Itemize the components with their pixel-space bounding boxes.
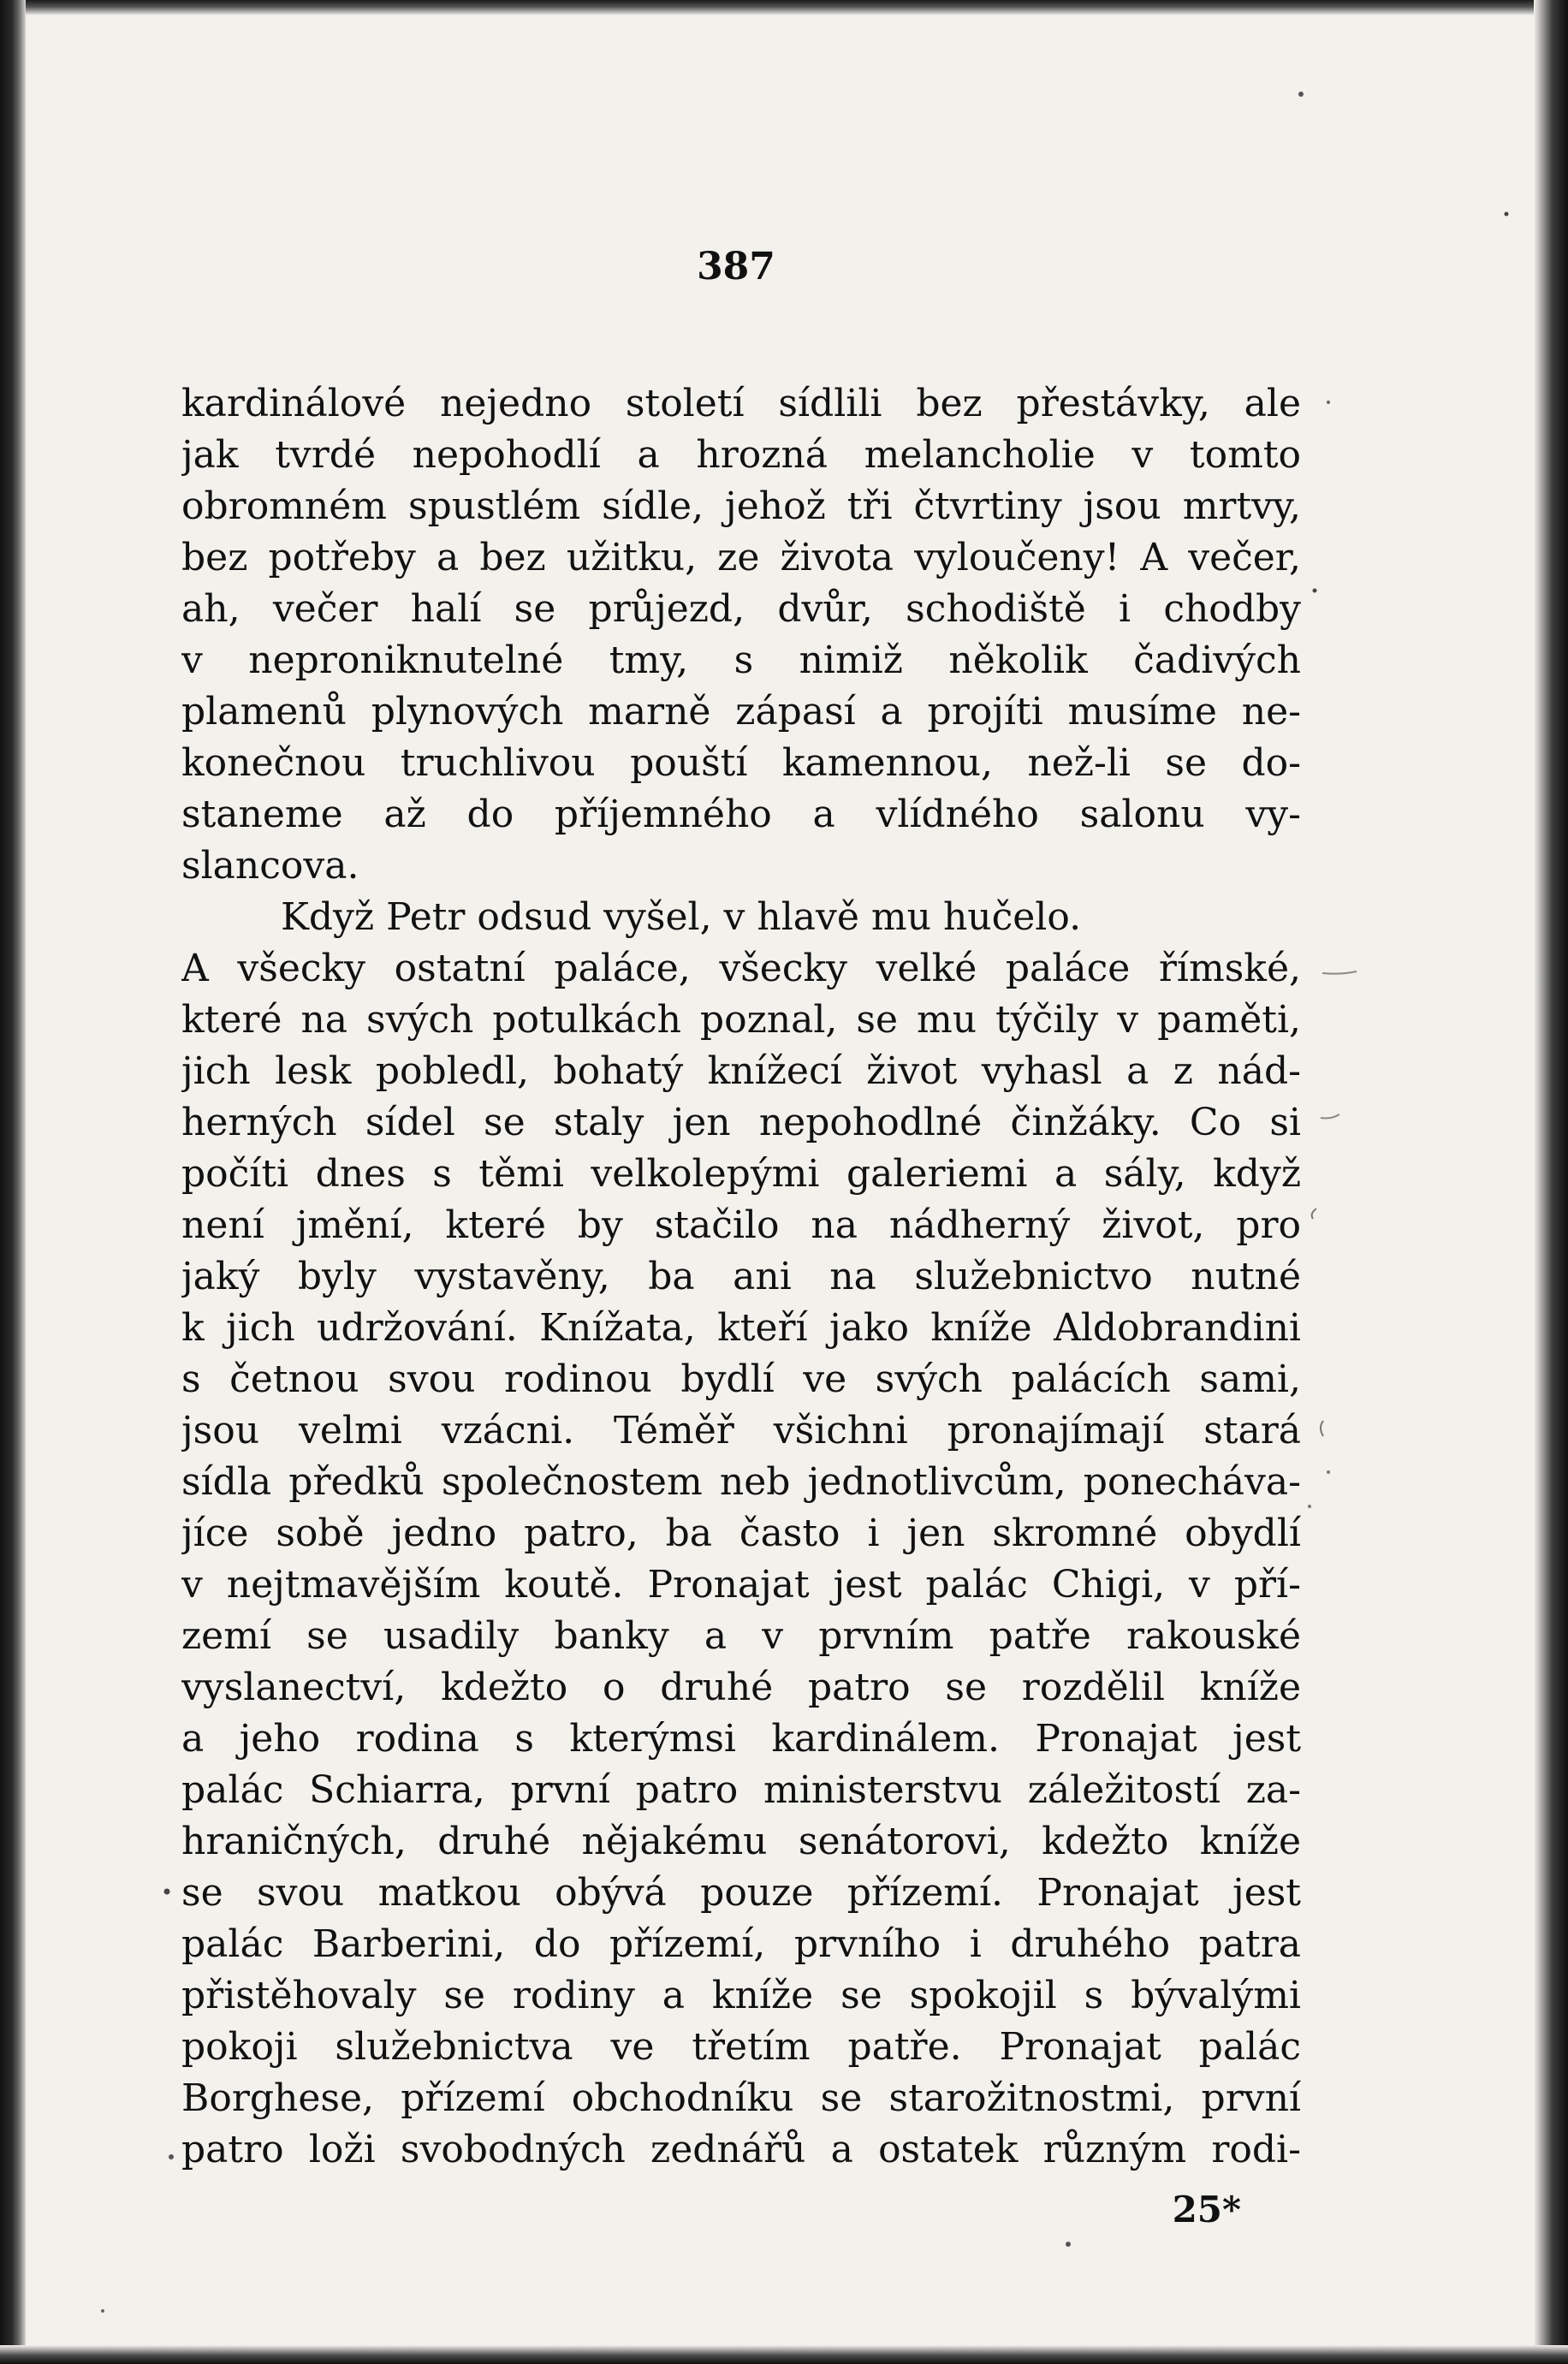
text-line: palác Barberini, do přízemí, prvního i druhého patra (181, 1922, 1301, 1966)
page-edge-left (0, 0, 26, 2364)
text-line: v neproniknutelné tmy, s nimiž několik čadivých (181, 639, 1301, 682)
page-edge-top (0, 0, 1568, 15)
text-line: s četnou svou rodinou bydlí ve svých palácích sami, (181, 1357, 1301, 1401)
text-line: slancova. (181, 844, 359, 888)
text-line: staneme až do příjemného a vlídného salonu vy- (181, 793, 1301, 836)
text-line: obromném spustlém sídle, jehož tři čtvrtiny jsou mrtvy, (181, 484, 1301, 528)
text-line: hraničných, druhé nějakému senátorovi, kdežto kníže (181, 1820, 1301, 1863)
paragraph-start-line: Když Petr odsud vyšel, v hlavě mu hučelo. (281, 895, 1082, 939)
text-line: jaký byly vystavěny, ba ani na služebnictvo nutné (181, 1255, 1301, 1298)
text-line: ah, večer halí se průjezd, dvůr, schodiště i chodby (181, 587, 1301, 631)
text-line: k jich udržování. Knížata, kteří jako kníže Aldobrandini (181, 1306, 1301, 1350)
margin-mark (1322, 971, 1357, 974)
text-line: pokoji služebnictva ve třetím patře. Pronajat palác (181, 2025, 1301, 2069)
speck (1298, 92, 1304, 97)
text-line: patro loži svobodných zednářů a ostatek různým rodi- (181, 2128, 1301, 2171)
text-line: Borghese, přízemí obchodníku se starožitnostmi, první (181, 2076, 1301, 2120)
text-line: bez potřeby a bez užitku, ze života vyloučeny! A večer, (181, 536, 1301, 579)
text-line: jsou velmi vzácni. Téměř všichni pronajímají stará (181, 1409, 1301, 1452)
text-line: jich lesk pobledl, bohatý knížecí život vyhasl a z nád- (181, 1049, 1301, 1093)
speck (1327, 1470, 1330, 1474)
page-number: 387 (697, 245, 775, 288)
margin-mark (1321, 1114, 1339, 1119)
speck (1308, 1505, 1311, 1508)
text-line: konečnou truchlivou pouští kamennou, než-li se do- (181, 741, 1301, 785)
text-line: v nejtmavějším koutě. Pronajat jest palác Chigi, v pří- (181, 1563, 1301, 1607)
text-line: počíti dnes s těmi velkolepými galeriemi a sály, když (181, 1152, 1301, 1196)
speck (1066, 2242, 1071, 2247)
text-line: není jmění, které by stačilo na nádherný život, pro (181, 1203, 1301, 1247)
text-line: herných sídel se staly jen nepohodlné činžáky. Co si (181, 1101, 1301, 1144)
text-line: kardinálové nejedno století sídlili bez přestávky, ale (181, 382, 1301, 425)
text-line: A všecky ostatní paláce, všecky velké paláce římské, (181, 947, 1301, 990)
margin-mark (1321, 1421, 1323, 1436)
text-line: jíce sobě jedno patro, ba často i jen skromné obydlí (181, 1512, 1301, 1555)
text-line: zemí se usadily banky a v prvním patře rakouské (181, 1614, 1301, 1658)
speck (1505, 212, 1509, 217)
signature-mark: 25* (1172, 2189, 1241, 2230)
page-edge-right (1534, 0, 1568, 2364)
text-line: vyslanectví, kdežto o druhé patro se rozdělil kníže (181, 1666, 1301, 1709)
text-line: plamenů plynových marně zápasí a projíti musíme ne- (181, 690, 1301, 734)
page-edge-bottom (0, 2345, 1568, 2364)
speck (1313, 589, 1317, 593)
text-line: sídla předků společnostem neb jednotlivcům, ponecháva- (181, 1460, 1301, 1504)
text-line: přistěhovaly se rodiny a kníže se spokojil s bývalými (181, 1974, 1301, 2017)
body-text (181, 378, 1301, 2176)
speck (164, 1889, 170, 1895)
text-line: a jeho rodina s kterýmsi kardinálem. Pronajat jest (181, 1717, 1301, 1761)
text-line: které na svých potulkách poznal, se mu týčily v paměti, (181, 998, 1301, 1042)
text-line: se svou matkou obývá pouze přízemí. Pronajat jest (181, 1871, 1301, 1915)
speck (101, 2309, 104, 2313)
text-line: palác Schiarra, první patro ministerstvu záležitostí za- (181, 1768, 1301, 1812)
text-line: jak tvrdé nepohodlí a hrozná melancholie v tomto (181, 433, 1301, 477)
speck (1327, 401, 1330, 404)
margin-mark (1312, 1209, 1316, 1219)
speck (169, 2154, 174, 2159)
